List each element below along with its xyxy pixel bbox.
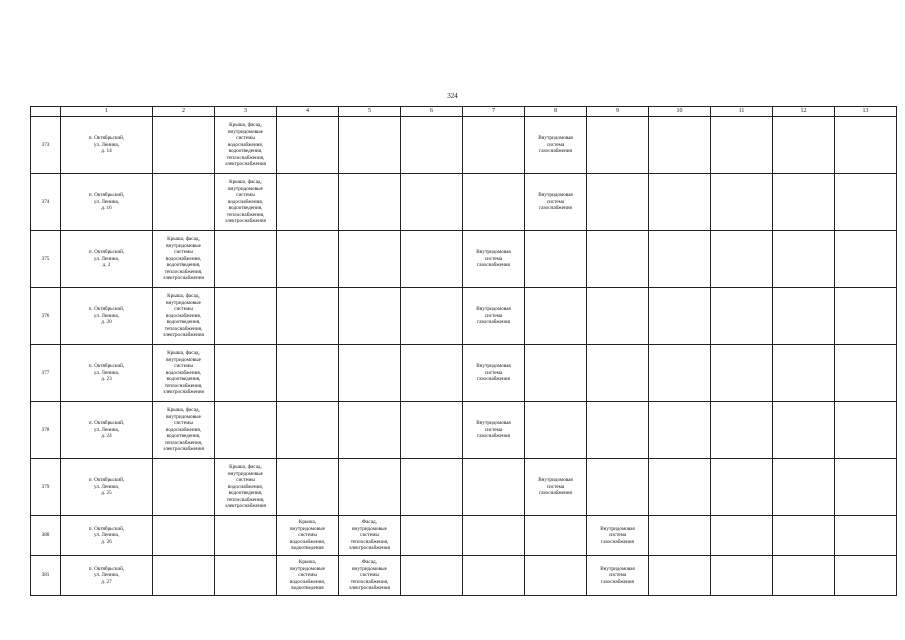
address-cell xyxy=(61,459,153,516)
work-cell xyxy=(835,516,897,556)
address-cell xyxy=(61,174,153,231)
work-cell xyxy=(587,117,649,174)
work-cell xyxy=(773,174,835,231)
work-cell xyxy=(773,231,835,288)
work-cell xyxy=(711,117,773,174)
column-number-cell: 8 xyxy=(525,107,587,117)
work-description: Крыша, фасад, внутридомовые системы водоснабжения, водоотведения, теплоснабжения, электроснабжения xyxy=(225,122,266,168)
work-cell xyxy=(525,231,587,288)
work-cell xyxy=(711,345,773,402)
work-cell xyxy=(835,231,897,288)
table-row xyxy=(31,174,897,231)
work-cell xyxy=(401,231,463,288)
row-number-cell: 373 xyxy=(31,117,61,174)
work-cell xyxy=(587,459,649,516)
work-description: Внутридомовая система газоснабжения xyxy=(538,477,573,497)
work-cell xyxy=(773,288,835,345)
work-description: Внутридомовая система газоснабжения xyxy=(600,565,635,585)
work-cell xyxy=(339,402,401,459)
work-cell xyxy=(463,117,525,174)
work-cell xyxy=(277,402,339,459)
work-cell xyxy=(649,231,711,288)
work-cell xyxy=(153,231,215,288)
address-cell xyxy=(61,345,153,402)
work-cell xyxy=(401,174,463,231)
work-cell xyxy=(339,117,401,174)
work-cell xyxy=(773,402,835,459)
work-cell xyxy=(587,516,649,556)
work-cell xyxy=(215,402,277,459)
work-cell xyxy=(401,459,463,516)
work-cell xyxy=(153,288,215,345)
table-row xyxy=(31,231,897,288)
work-cell xyxy=(153,402,215,459)
address-text: п. Октябрьский, ул. Ленина, д. 14 xyxy=(88,135,125,155)
work-cell xyxy=(215,345,277,402)
row-number-cell: 379 xyxy=(31,459,61,516)
work-cell xyxy=(401,288,463,345)
work-cell xyxy=(215,556,277,596)
work-cell xyxy=(277,516,339,556)
row-number-cell: 374 xyxy=(31,174,61,231)
column-number-cell: 7 xyxy=(463,107,525,117)
work-cell xyxy=(773,459,835,516)
row-number-cell: 378 xyxy=(31,402,61,459)
work-cell xyxy=(215,174,277,231)
work-cell xyxy=(525,117,587,174)
work-description: Внутридомовая система газоснабжения xyxy=(476,249,511,269)
column-number-cell: 13 xyxy=(835,107,897,117)
work-cell xyxy=(525,516,587,556)
work-cell xyxy=(649,174,711,231)
work-cell xyxy=(835,288,897,345)
work-cell xyxy=(711,459,773,516)
work-cell xyxy=(587,345,649,402)
work-cell xyxy=(835,402,897,459)
work-cell xyxy=(153,459,215,516)
work-cell xyxy=(525,288,587,345)
work-cell xyxy=(463,231,525,288)
work-description: Внутридомовая система газоснабжения xyxy=(476,306,511,326)
work-cell xyxy=(339,288,401,345)
work-cell xyxy=(215,117,277,174)
work-cell xyxy=(339,459,401,516)
work-cell xyxy=(401,402,463,459)
work-description: Фасад, внутридомовые системы теплоснабжения, электроснабжения xyxy=(349,519,390,552)
work-cell xyxy=(711,231,773,288)
work-cell xyxy=(649,459,711,516)
column-number-cell: 2 xyxy=(153,107,215,117)
work-cell xyxy=(401,556,463,596)
table-row xyxy=(31,556,897,596)
work-cell xyxy=(277,556,339,596)
work-cell xyxy=(835,459,897,516)
work-cell xyxy=(463,345,525,402)
work-cell xyxy=(835,345,897,402)
work-cell xyxy=(587,231,649,288)
work-cell xyxy=(711,402,773,459)
address-text: п. Октябрьский, ул. Ленина, д. 20 xyxy=(88,306,125,326)
work-description: Крыша, внутридомовые системы водоснабжения, водоотведения xyxy=(289,559,326,592)
table-row xyxy=(31,402,897,459)
work-cell xyxy=(153,117,215,174)
work-cell xyxy=(711,516,773,556)
column-number-cell: 9 xyxy=(587,107,649,117)
table-row xyxy=(31,117,897,174)
work-cell xyxy=(277,174,339,231)
work-description: Внутридомовая система газоснабжения xyxy=(476,420,511,440)
work-description: Крыша, внутридомовые системы водоснабжения, водоотведения xyxy=(289,519,326,552)
address-text: п. Октябрьский, ул. Ленина, д. 27 xyxy=(88,565,125,585)
work-cell xyxy=(153,345,215,402)
work-cell xyxy=(463,402,525,459)
address-text: п. Октябрьский, ул. Ленина, д. 26 xyxy=(88,525,125,545)
work-description: Внутридомовая система газоснабжения xyxy=(538,135,573,155)
work-cell xyxy=(339,231,401,288)
work-cell xyxy=(277,231,339,288)
work-description: Крыша, фасад, внутридомовые системы водоснабжения, водоотведения, теплоснабжения, электроснабжения xyxy=(225,179,266,225)
work-cell xyxy=(525,459,587,516)
address-text: п. Октябрьский, ул. Ленина, д. 25 xyxy=(88,477,125,497)
header-cell-blank xyxy=(31,107,61,117)
work-cell xyxy=(463,556,525,596)
work-cell xyxy=(277,288,339,345)
work-cell xyxy=(773,117,835,174)
work-cell xyxy=(463,516,525,556)
address-cell xyxy=(61,402,153,459)
work-cell xyxy=(649,117,711,174)
work-cell xyxy=(339,556,401,596)
work-description: Внутридомовая система газоснабжения xyxy=(476,363,511,383)
column-number-cell: 1 xyxy=(61,107,153,117)
work-cell xyxy=(525,556,587,596)
work-cell xyxy=(277,117,339,174)
work-cell xyxy=(153,516,215,556)
address-text: п. Октябрьский, ул. Ленина, д. 23 xyxy=(88,363,125,383)
work-cell xyxy=(525,345,587,402)
column-number-cell: 3 xyxy=(215,107,277,117)
work-cell xyxy=(773,516,835,556)
work-cell xyxy=(587,402,649,459)
work-cell xyxy=(587,174,649,231)
work-cell xyxy=(215,459,277,516)
column-number-cell: 12 xyxy=(773,107,835,117)
address-text: п. Октябрьский, ул. Ленина, д. 24 xyxy=(88,420,125,440)
row-number-cell: 377 xyxy=(31,345,61,402)
page-number: 324 xyxy=(447,92,458,100)
address-cell xyxy=(61,516,153,556)
row-number-cell: 381 xyxy=(31,556,61,596)
work-cell xyxy=(711,288,773,345)
work-cell xyxy=(587,288,649,345)
work-description: Крыша, фасад, внутридомовые системы водоснабжения, водоотведения, теплоснабжения, электроснабжения xyxy=(163,350,204,396)
work-cell xyxy=(649,556,711,596)
work-cell xyxy=(401,117,463,174)
work-cell xyxy=(277,345,339,402)
column-number-row xyxy=(31,107,897,117)
table-row xyxy=(31,516,897,556)
table-row xyxy=(31,345,897,402)
address-cell xyxy=(61,556,153,596)
work-description: Крыша, фасад, внутридомовые системы водоснабжения, водоотведения, теплоснабжения, электроснабжения xyxy=(163,293,204,339)
work-cell xyxy=(711,556,773,596)
work-cell xyxy=(277,459,339,516)
work-cell xyxy=(463,174,525,231)
work-cell xyxy=(339,174,401,231)
work-cell xyxy=(215,516,277,556)
work-cell xyxy=(649,345,711,402)
work-cell xyxy=(525,174,587,231)
row-number-cell: 375 xyxy=(31,231,61,288)
table-body xyxy=(31,107,897,596)
work-cell xyxy=(649,402,711,459)
work-description: Внутридомовая система газоснабжения xyxy=(538,192,573,212)
work-cell xyxy=(339,345,401,402)
address-text: п. Октябрьский, ул. Ленина, д. 16 xyxy=(88,192,125,212)
address-cell xyxy=(61,231,153,288)
work-cell xyxy=(215,288,277,345)
column-number-cell: 5 xyxy=(339,107,401,117)
work-cell xyxy=(463,459,525,516)
work-description: Фасад, внутридомовые системы теплоснабжения, электроснабжения xyxy=(349,559,390,592)
work-cell xyxy=(153,556,215,596)
work-cell xyxy=(835,174,897,231)
column-number-cell: 4 xyxy=(277,107,339,117)
work-cell xyxy=(153,174,215,231)
work-description: Крыша, фасад, внутридомовые системы водоснабжения, водоотведения, теплоснабжения, электроснабжения xyxy=(163,236,204,282)
work-cell xyxy=(587,556,649,596)
work-description: Крыша, фасад, внутридомовые системы водоснабжения, водоотведения, теплоснабжения, электроснабжения xyxy=(163,407,204,453)
work-cell xyxy=(215,231,277,288)
table-row xyxy=(31,288,897,345)
table-row xyxy=(31,459,897,516)
work-cell xyxy=(401,516,463,556)
work-description: Крыша, фасад, внутридомовые системы водоснабжения, водоотведения, теплоснабжения, электроснабжения xyxy=(225,464,266,510)
column-number-cell: 6 xyxy=(401,107,463,117)
row-number-cell: 380 xyxy=(31,516,61,556)
address-text: п. Октябрьский, ул. Ленина, д. 2 xyxy=(88,249,125,269)
work-cell xyxy=(401,345,463,402)
work-cell xyxy=(463,288,525,345)
column-number-cell: 11 xyxy=(711,107,773,117)
address-cell xyxy=(61,288,153,345)
work-cell xyxy=(649,516,711,556)
work-cell xyxy=(339,516,401,556)
work-description: Внутридомовая система газоснабжения xyxy=(600,525,635,545)
work-cell xyxy=(649,288,711,345)
work-cell xyxy=(773,556,835,596)
work-cell xyxy=(711,174,773,231)
column-number-cell: 10 xyxy=(649,107,711,117)
work-cell xyxy=(525,402,587,459)
repair-schedule-table xyxy=(30,106,897,596)
row-number-cell: 376 xyxy=(31,288,61,345)
work-cell xyxy=(835,117,897,174)
work-cell xyxy=(835,556,897,596)
work-cell xyxy=(773,345,835,402)
address-cell xyxy=(61,117,153,174)
